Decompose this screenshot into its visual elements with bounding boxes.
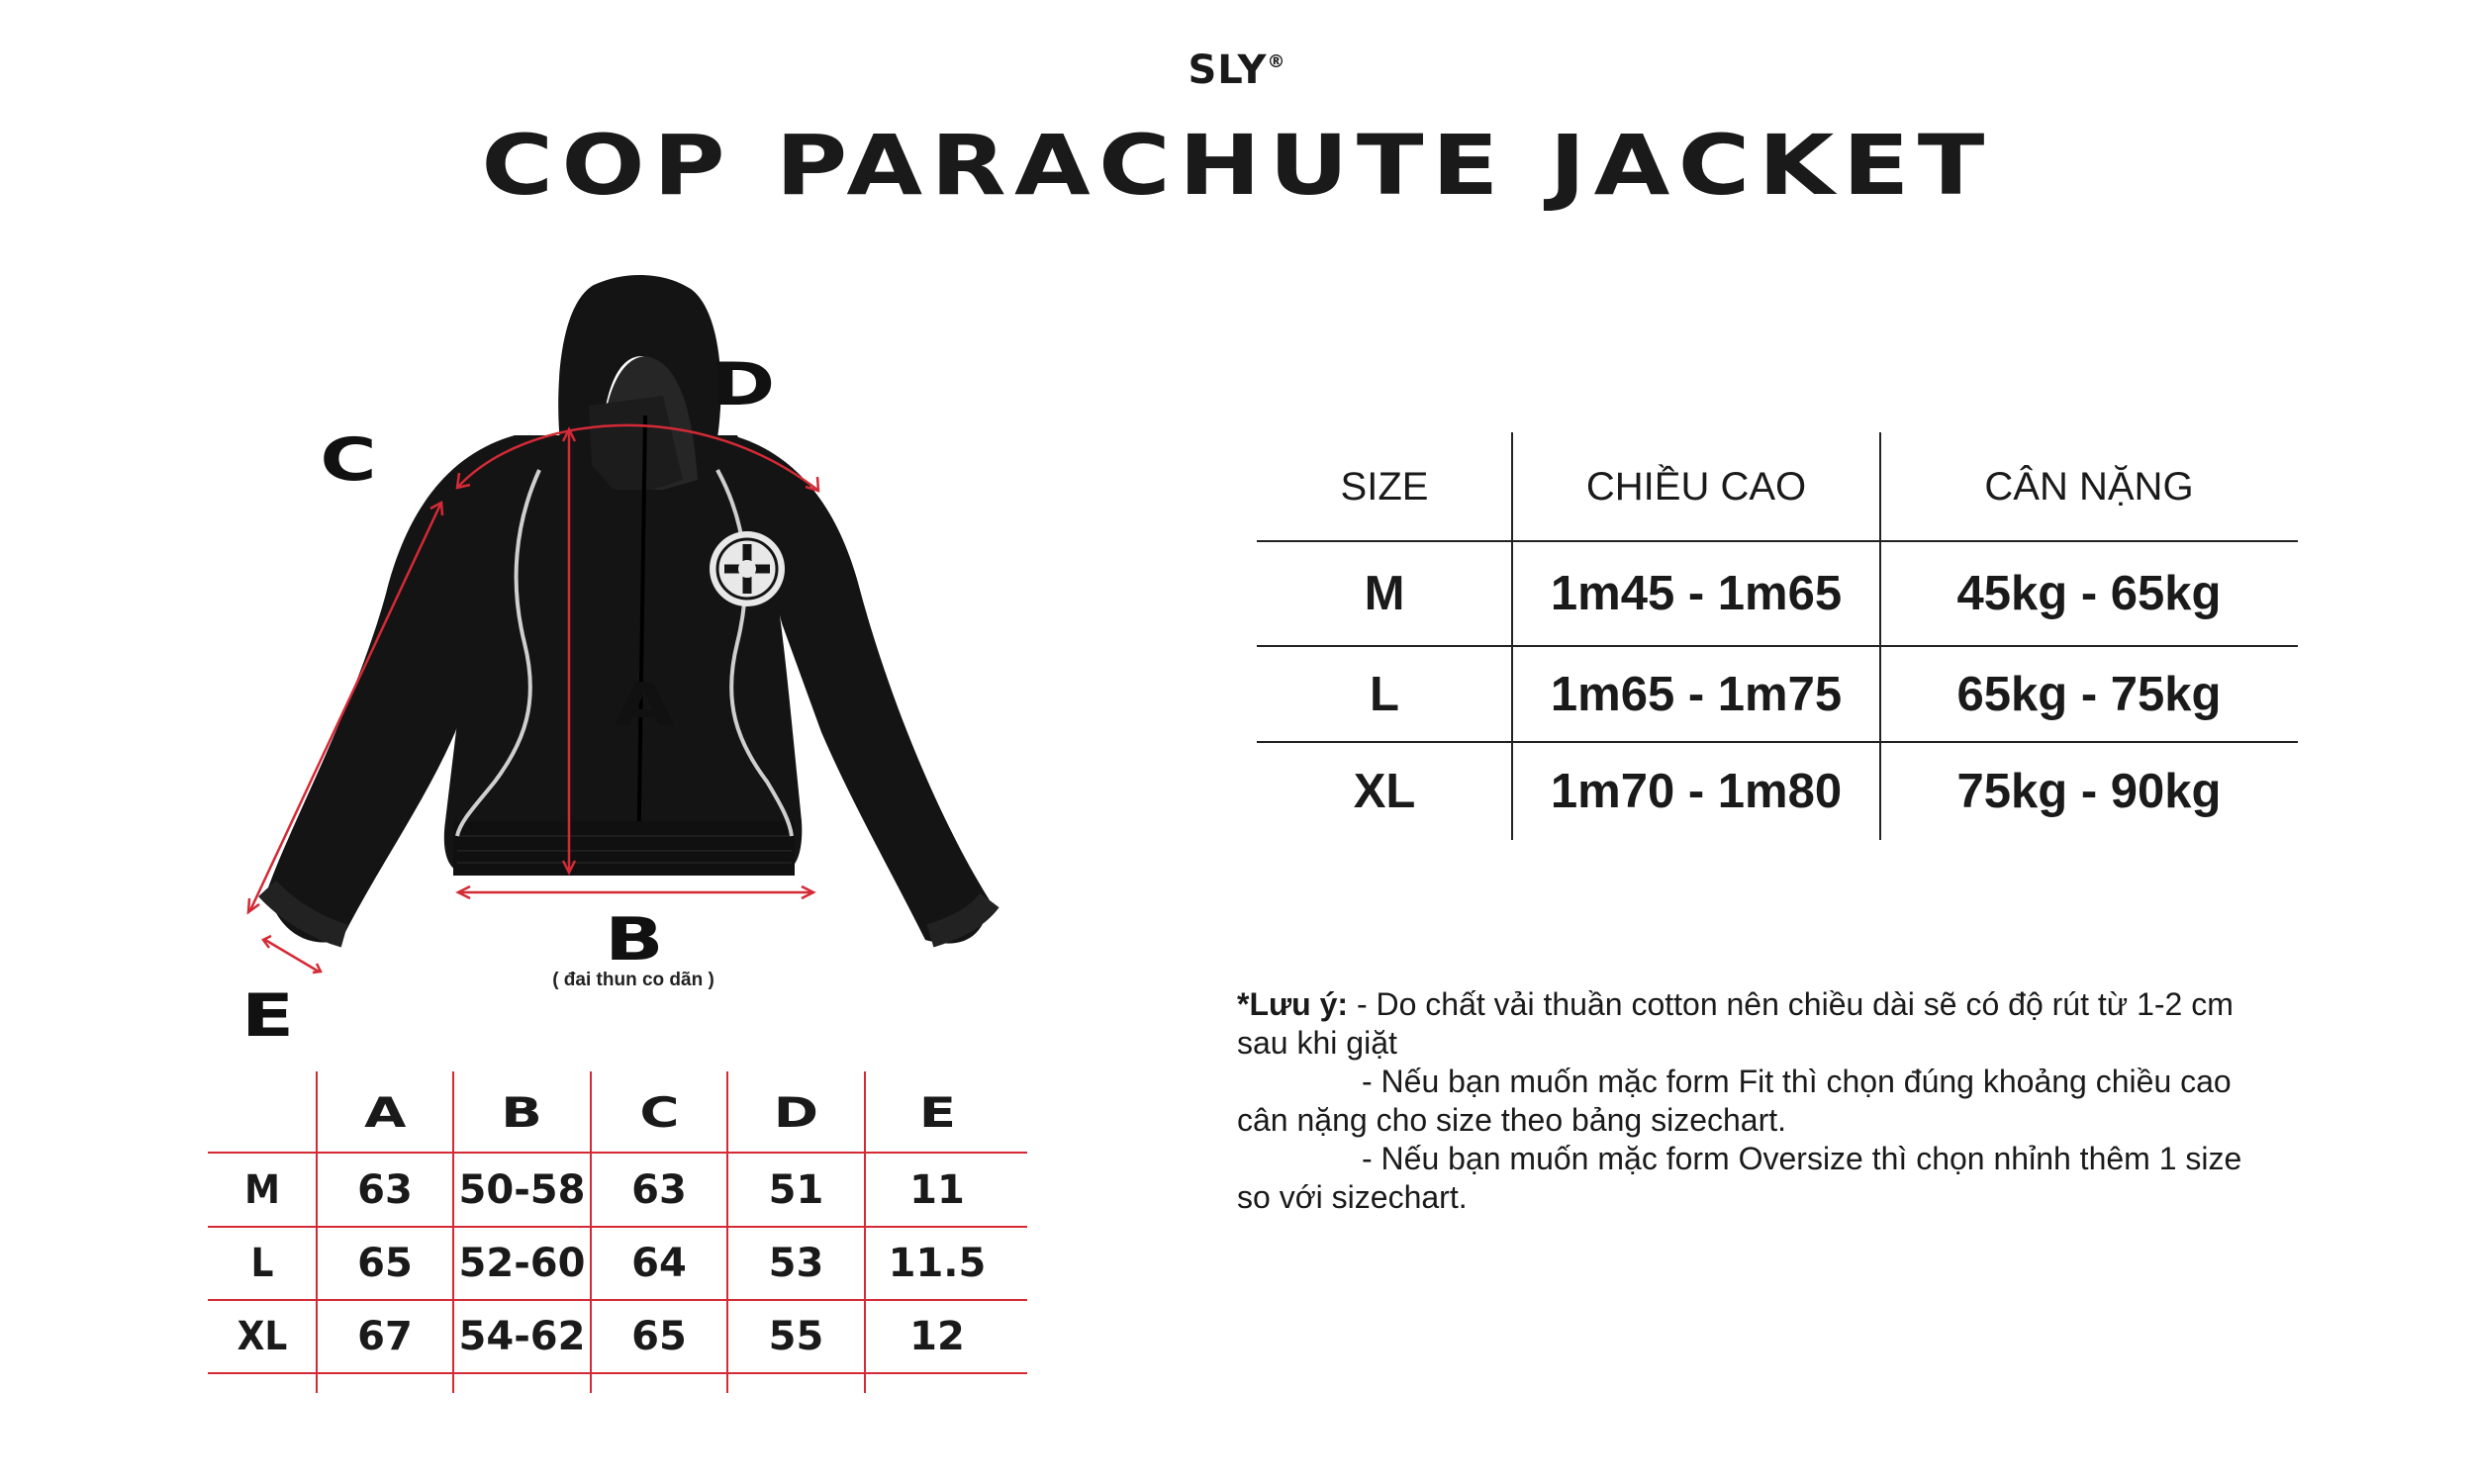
size-cell: M	[1364, 567, 1405, 620]
measure-cell: 63	[357, 1166, 413, 1213]
col-head-a: A	[363, 1087, 407, 1137]
registered-mark: ®	[1267, 51, 1286, 72]
row-head-m: M	[244, 1166, 280, 1213]
torso	[444, 435, 803, 873]
measure-c-label: C	[320, 425, 377, 495]
height-cell: 1m65 - 1m75	[1550, 667, 1843, 721]
header-weight: CÂN NẶNG	[1984, 464, 2194, 509]
measure-cell: 11	[909, 1166, 965, 1213]
weight-cell: 45kg - 65kg	[1956, 567, 2222, 620]
note-line-2: - Nếu bạn muốn mặc form Fit thì chọn đúng khoảng chiều cao	[1362, 1064, 2232, 1099]
jacket-diagram	[198, 267, 1069, 979]
brand-logo	[0, 47, 2474, 93]
col-head-c: C	[638, 1087, 680, 1137]
measure-cell: 67	[357, 1314, 413, 1359]
weight-cell: 65kg - 75kg	[1956, 667, 2222, 721]
note-line-2b: cân nặng cho size theo bảng sizechart.	[1237, 1102, 1787, 1138]
measure-cell: 63	[631, 1166, 687, 1213]
note-line-3: - Nếu bạn muốn mặc form Oversize thì chọn nhỉnh thêm 1 size	[1362, 1141, 2242, 1176]
measurement-table	[208, 1071, 1027, 1393]
measure-a-label: A	[615, 671, 675, 740]
col-head-e: E	[918, 1087, 956, 1137]
measure-e-label: E	[240, 981, 295, 1051]
size-guide-table	[1257, 432, 2298, 840]
measure-cell: 55	[768, 1314, 824, 1359]
header-height: CHIỀU CAO	[1585, 464, 1807, 509]
page-title: COP PARACHUTE JACKET	[481, 117, 1993, 214]
measure-cell: 65	[631, 1314, 687, 1359]
measure-b-label: B	[605, 905, 664, 974]
note-line-1b: sau khi giặt	[1237, 1025, 1397, 1061]
measure-e-line	[265, 940, 319, 972]
height-cell: 1m70 - 1m80	[1550, 764, 1843, 818]
measure-cell: 65	[357, 1241, 413, 1286]
note-label: *Lưu ý:	[1237, 986, 1349, 1022]
measure-cell: 53	[768, 1241, 824, 1286]
measure-cell: 11.5	[888, 1241, 987, 1286]
measure-cell: 50-58	[458, 1166, 586, 1213]
measure-cell: 52-60	[458, 1241, 586, 1286]
chest-badge	[710, 531, 785, 606]
row-head-xl: XL	[237, 1314, 288, 1359]
size-cell: XL	[1353, 764, 1416, 818]
care-note	[1237, 985, 2326, 1217]
row-head-l: L	[250, 1241, 274, 1286]
jacket-illustration	[267, 275, 990, 944]
col-head-d: D	[773, 1087, 819, 1137]
band-note: ( đai thun co dãn )	[552, 970, 714, 990]
height-cell: 1m45 - 1m65	[1550, 567, 1843, 620]
measure-cell: 64	[631, 1241, 687, 1286]
measure-cell: 12	[909, 1314, 965, 1359]
note-line-1: *Lưu ý: - Do chất vải thuần cotton nên chiều dài sẽ có độ rút từ 1-2 cm	[1237, 986, 2234, 1022]
header-size: SIZE	[1340, 464, 1429, 509]
size-cell: L	[1370, 667, 1399, 721]
note-line-3b: so với sizechart.	[1237, 1179, 1468, 1215]
weight-cell: 75kg - 90kg	[1956, 764, 2222, 818]
measure-d-label: D	[711, 350, 776, 419]
brand-name: SLY	[1188, 47, 1268, 93]
hem-band	[453, 821, 795, 876]
measure-cell: 51	[768, 1166, 824, 1213]
measure-cell: 54-62	[458, 1314, 586, 1359]
col-head-b: B	[501, 1087, 543, 1137]
